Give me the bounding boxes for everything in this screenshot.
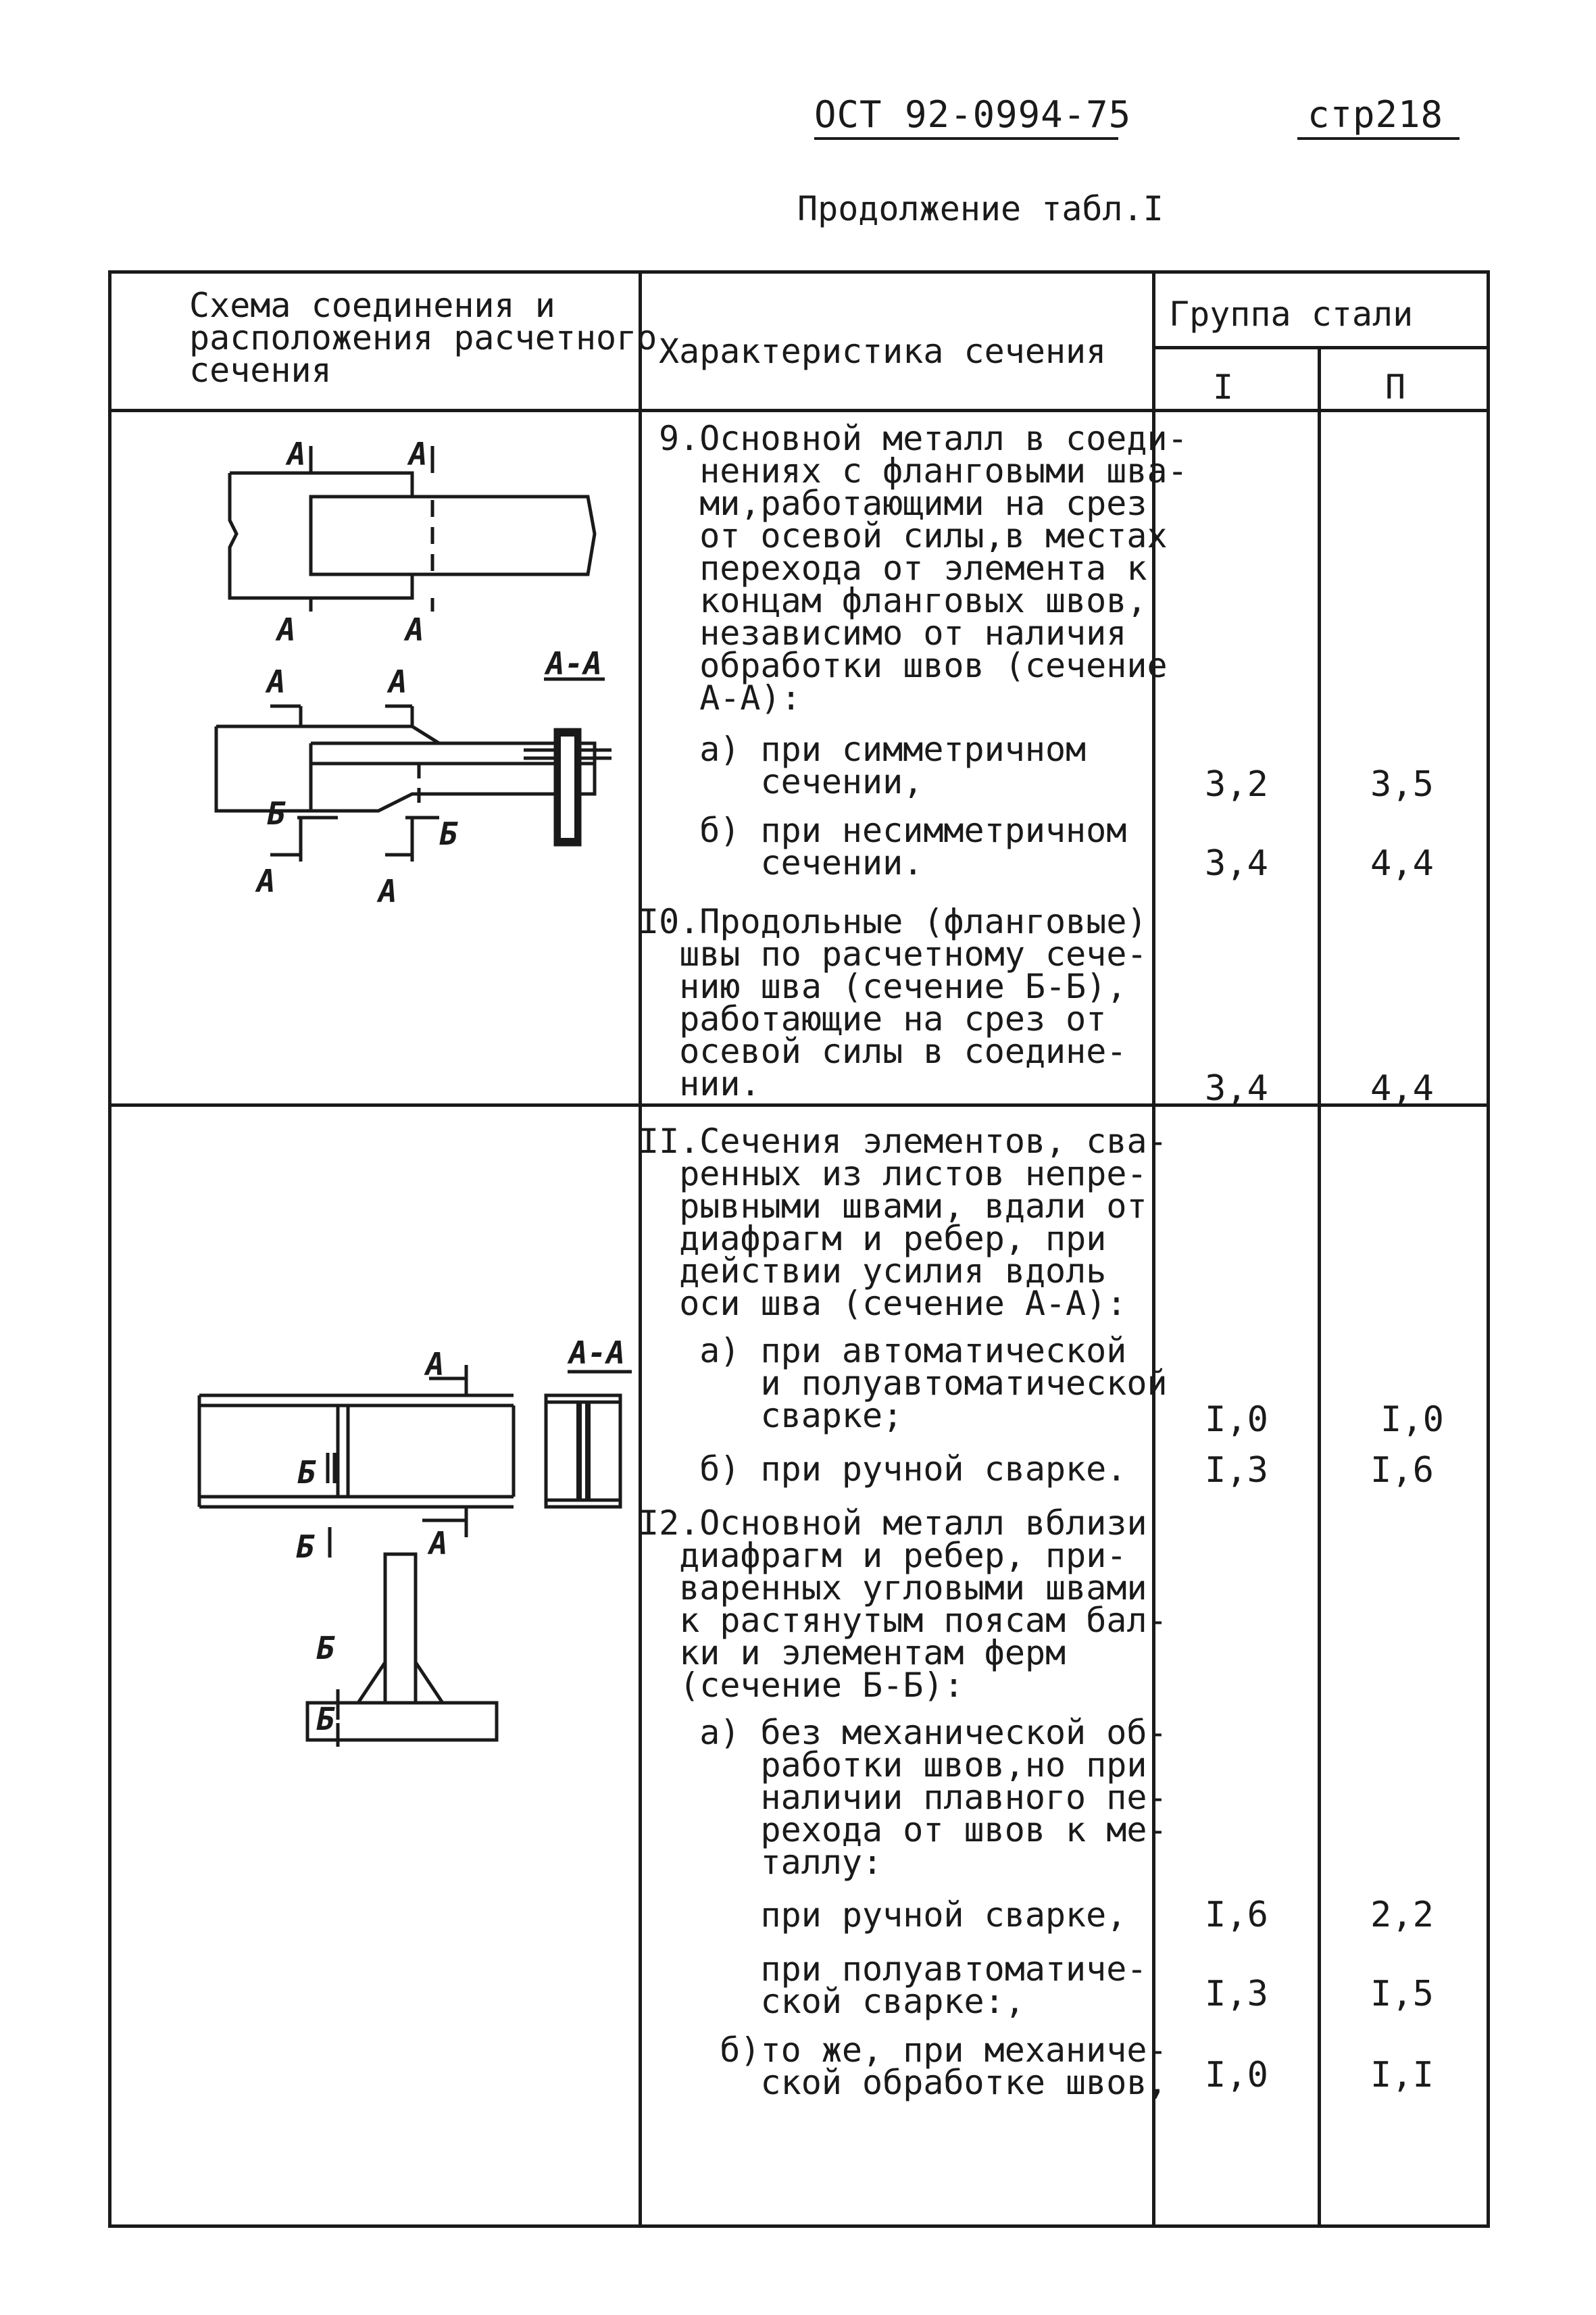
row-11b-group-2: I,6 bbox=[1370, 1450, 1434, 1491]
header-steel-group: Группа стали bbox=[1169, 295, 1414, 334]
label-a-9: А bbox=[426, 1346, 445, 1383]
label-b-1: Б bbox=[267, 795, 286, 832]
label-b-3: Б bbox=[297, 1454, 316, 1491]
header-group-2: П bbox=[1385, 368, 1406, 407]
label-a-1: А bbox=[287, 436, 306, 472]
row-10-group-2: 4,4 bbox=[1370, 1068, 1434, 1109]
row-9b-text: б) при несимметричном сечении. bbox=[699, 811, 1127, 882]
steel-group-divider bbox=[1155, 346, 1490, 349]
row-9a-text: а) при симметричном сечении, bbox=[699, 730, 1087, 801]
table-caption: Продолжение табл.I bbox=[797, 189, 1164, 228]
row-9a-group-2: 3,5 bbox=[1370, 764, 1434, 805]
table-top-border bbox=[108, 270, 1490, 274]
row-10-text: I0.Продольные (фланговые) швы по расчетному сече- нию шва (сечение Б-Б), работающие на срез от осевой силы в соедине- нии. bbox=[639, 902, 1147, 1103]
table-right-border bbox=[1487, 270, 1490, 2228]
row-12a2-group-2: I,5 bbox=[1370, 1974, 1434, 2014]
row-9b-group-2: 4,4 bbox=[1370, 843, 1434, 884]
row-12b-text: б)то же, при механиче- ской обработке швов, bbox=[720, 2031, 1168, 2102]
label-aa-2: А-А bbox=[569, 1335, 626, 1371]
row-11a-group-1: I,0 bbox=[1205, 1399, 1268, 1440]
label-b-4: Б bbox=[296, 1528, 315, 1565]
row-12a-text: а) без механической об- работки швов,но при наличии плавного пе- рехода от швов к ме- таллу: bbox=[699, 1713, 1168, 1882]
table-bottom-border bbox=[108, 2224, 1490, 2228]
row-11a-group-2: I,0 bbox=[1380, 1399, 1444, 1440]
row-11a-text: а) при автоматической и полуавтоматической сварке; bbox=[699, 1331, 1168, 1435]
header-bottom-border bbox=[108, 409, 1490, 412]
row-11b-group-1: I,3 bbox=[1205, 1450, 1268, 1491]
page-number-underline bbox=[1297, 137, 1460, 140]
label-a-7: А bbox=[257, 863, 276, 899]
row-12b-group-2: I,I bbox=[1370, 2055, 1434, 2095]
row-12a2-group-1: I,3 bbox=[1205, 1974, 1268, 2014]
label-a-3: А bbox=[277, 612, 296, 648]
label-a-6: А bbox=[389, 664, 407, 700]
document-code-underline bbox=[814, 137, 1118, 140]
table-left-border bbox=[108, 270, 111, 2228]
header-characteristic: Характеристика сечения bbox=[659, 332, 1107, 371]
row-12b-group-1: I,0 bbox=[1205, 2055, 1268, 2095]
row-12a2-text: при полуавтоматиче- ской сварке:, bbox=[760, 1949, 1147, 2021]
label-a-2: А bbox=[409, 436, 428, 472]
page-number: стр218 bbox=[1307, 93, 1444, 136]
column-divider-3 bbox=[1318, 346, 1321, 2228]
row-12a1-text: при ручной сварке, bbox=[659, 1895, 1127, 1935]
row-11-text: II.Сечения элементов, сва- ренных из листов непре- рывными швами, вдали от диафрагм и ребер, при действии усилия вдоль оси шва (сечение А-А): bbox=[639, 1122, 1168, 1323]
label-a-4: А bbox=[405, 612, 424, 648]
row-12-text: I2.Основной металл вблизи диафрагм и ребер, при- варенных угловыми швами к растянутым поясам бал- ки и элементам ферм (сечение Б-Б): bbox=[639, 1503, 1168, 1705]
row-9-text: 9.Основной металл в соеди- нениях с фланговыми шва- ми,работающими на срез от осевой силы,в местах перехода от элемента к концам фланговых швов, независимо от наличия обработки швов (сечение А-А): bbox=[659, 419, 1188, 718]
row-12a1-group-2: 2,2 bbox=[1370, 1895, 1434, 1935]
label-b-6: Б bbox=[316, 1701, 335, 1737]
label-a-10: А bbox=[429, 1525, 448, 1562]
row-9b-group-1: 3,4 bbox=[1205, 843, 1268, 884]
label-b-2: Б bbox=[439, 816, 458, 852]
header-group-1: I bbox=[1213, 368, 1234, 407]
label-a-8: А bbox=[378, 873, 397, 910]
header-scheme: Схема соединения и расположения расчетного сечения bbox=[189, 286, 657, 390]
row-11b-text: б) при ручной сварке. bbox=[659, 1449, 1127, 1489]
row-12a1-group-1: I,6 bbox=[1205, 1895, 1268, 1935]
label-aa-1: А-А bbox=[546, 645, 603, 682]
row-10-group-1: 3,4 bbox=[1205, 1068, 1268, 1109]
document-code: ОСТ 92-0994-75 bbox=[814, 93, 1132, 136]
label-b-5: Б bbox=[316, 1630, 335, 1666]
label-a-5: А bbox=[267, 664, 286, 700]
row-9a-group-1: 3,2 bbox=[1205, 764, 1268, 805]
